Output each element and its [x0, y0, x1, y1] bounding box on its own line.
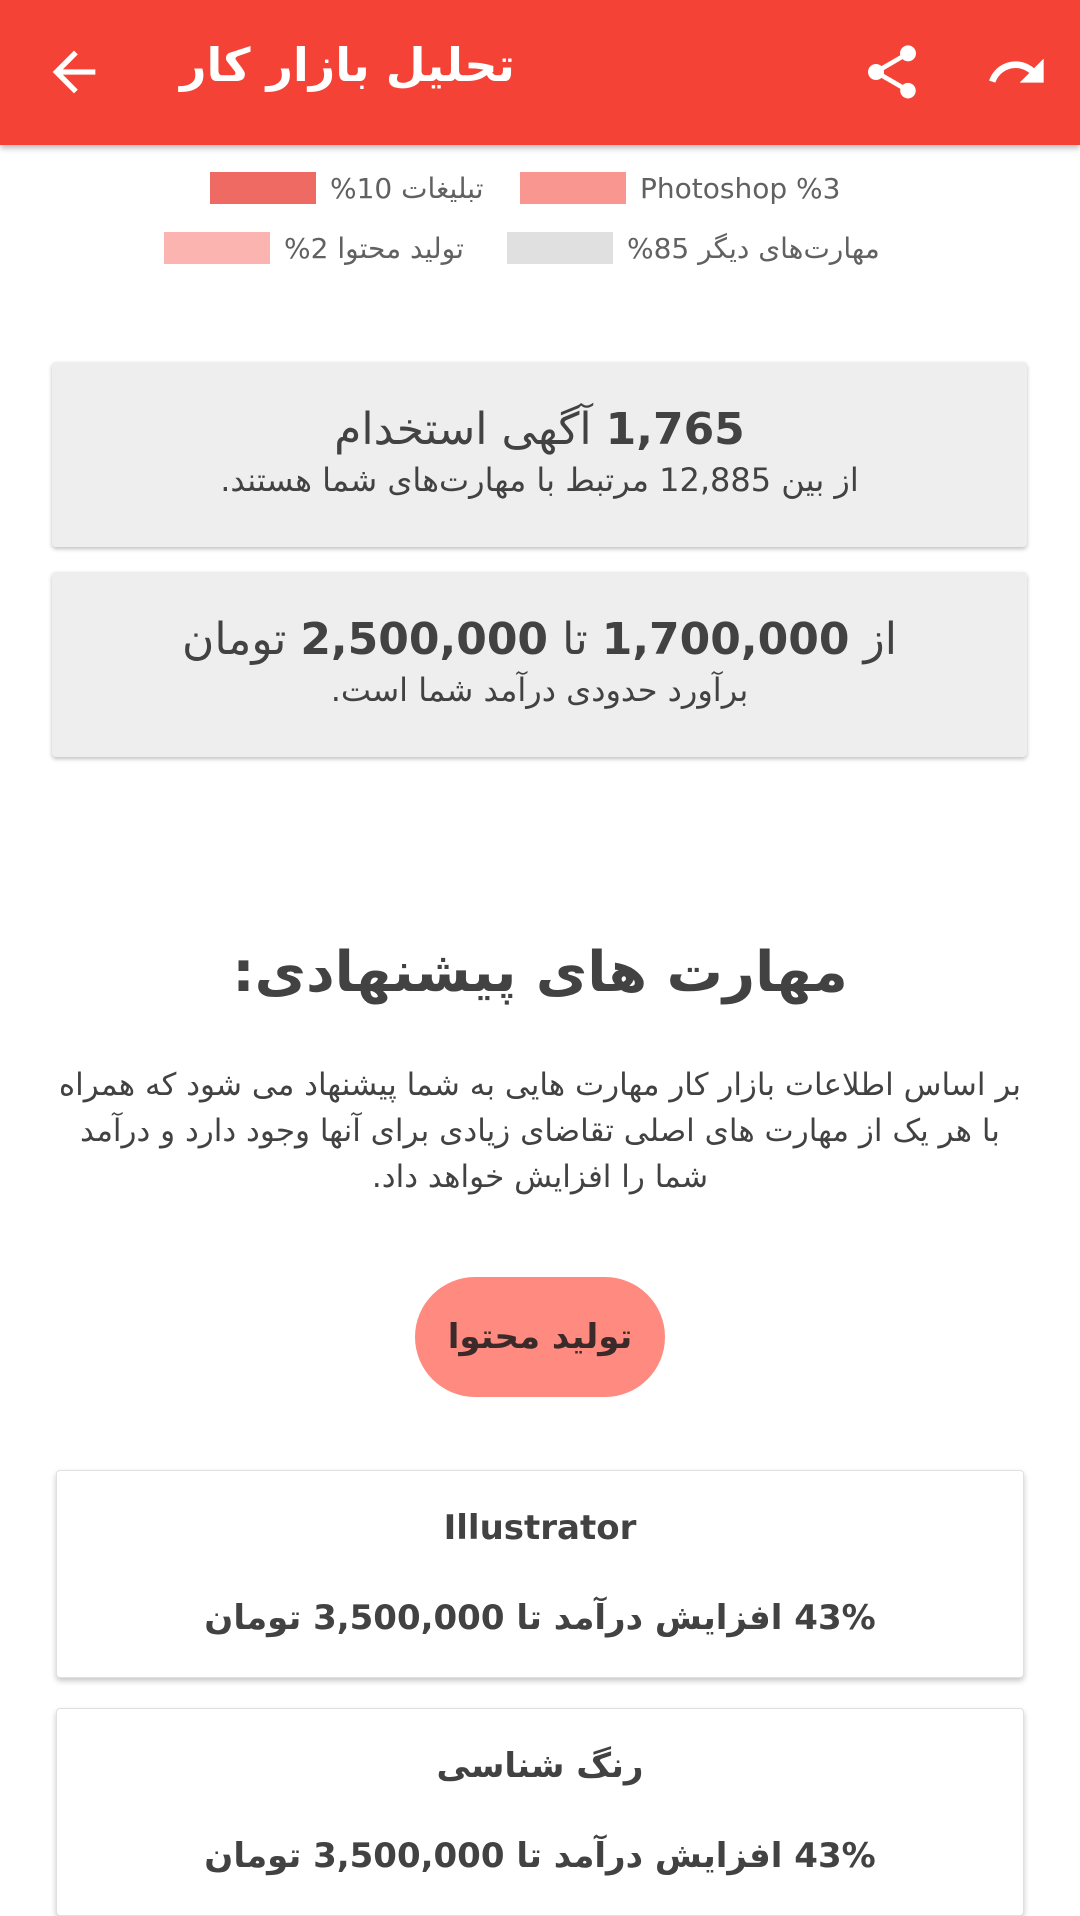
legend-item-content: [164, 228, 464, 268]
chart-legend: [0, 168, 1080, 288]
legend-swatch: [210, 172, 316, 204]
suggested-skills-title: مهارت های پیشنهادی:: [232, 940, 848, 1005]
skill-income-gain: 43% افزایش درآمد تا 3,500,000 تومان: [204, 1836, 876, 1876]
income-max: 2,500,000: [300, 614, 549, 665]
income-to-word: تا: [562, 614, 588, 665]
legend-item-ads: [210, 168, 484, 208]
legend-swatch: [507, 232, 613, 264]
income-min: 1,700,000: [601, 614, 850, 665]
redo-icon[interactable]: [985, 40, 1049, 104]
income-from-word: از: [863, 614, 897, 665]
income-currency: تومان: [182, 614, 287, 665]
page-title: تحلیل بازار کار: [180, 38, 515, 92]
suggested-skills-description: بر اساس اطلاعات بازار کار مهارت هایی به شما پیشنهاد می شود که همراه با هر یک از مهارت های اصلی تقاضای زیادی برای آنها وجود دارد و درآمد شما را افزایش خواهد داد.: [58, 1067, 1022, 1195]
legend-swatch: [520, 172, 626, 204]
jobs-count-card: [52, 362, 1027, 547]
income-card: [52, 572, 1027, 757]
skill-name: Illustrator: [443, 1508, 637, 1548]
legend-label: Photoshop %3: [640, 171, 841, 205]
legend-item-photoshop: [520, 168, 840, 208]
income-sub: برآورد حدودی درآمد شما است.: [330, 671, 749, 709]
legend-label: مهارت‌های دیگر 85%: [627, 231, 880, 265]
legend-item-other: [507, 228, 880, 268]
jobs-count-line: [52, 402, 1027, 458]
skill-card-color-theory[interactable]: [56, 1708, 1024, 1916]
legend-swatch: [164, 232, 270, 264]
app-bar: [0, 0, 1080, 145]
share-icon[interactable]: [860, 40, 924, 104]
skill-name: رنگ شناسی: [436, 1746, 644, 1786]
jobs-count-sub: از بین 12,885 مرتبط با مهارت‌های شما هستند.: [220, 461, 859, 499]
legend-label: تولید محتوا 2%: [284, 231, 464, 265]
skill-card-illustrator[interactable]: [56, 1470, 1024, 1678]
skill-income-gain: 43% افزایش درآمد تا 3,500,000 تومان: [204, 1598, 876, 1638]
arrow-back-icon[interactable]: [42, 40, 106, 104]
skill-chip-content-production[interactable]: تولید محتوا: [415, 1277, 665, 1397]
income-range-line: [52, 612, 1027, 668]
legend-label: تبلیغات 10%: [330, 171, 484, 205]
jobs-count-label: آگهی استخدام: [334, 404, 592, 455]
jobs-count: 1,765: [605, 404, 745, 455]
